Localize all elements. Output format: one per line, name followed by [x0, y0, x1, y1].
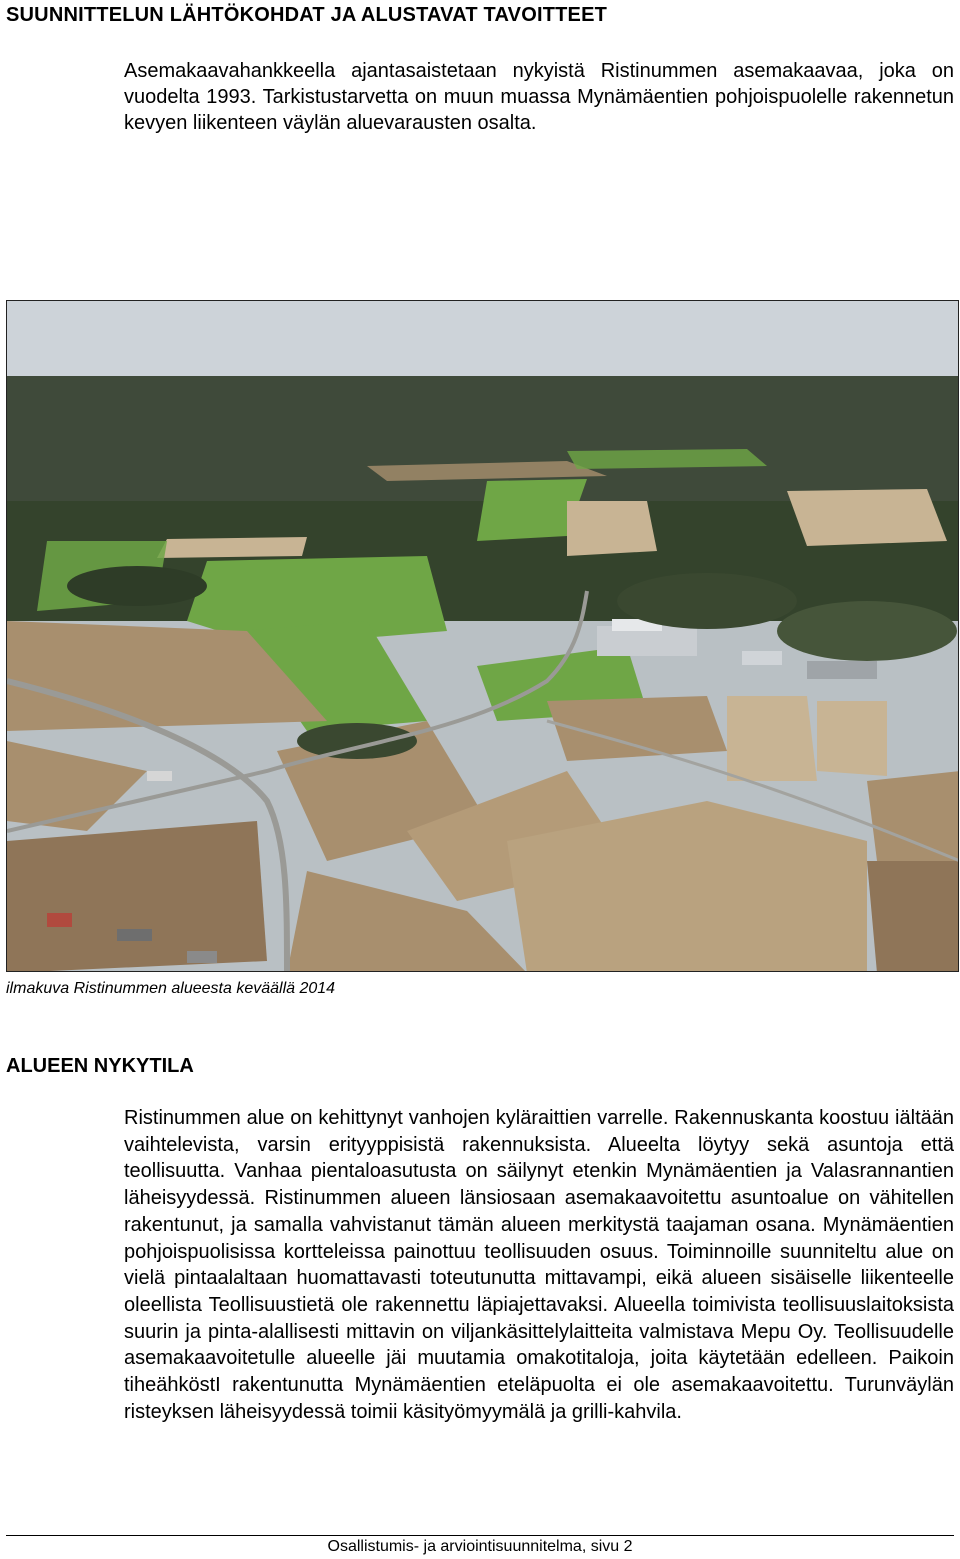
aerial-photo-illustration	[7, 301, 959, 972]
page-footer: Osallistumis- ja arviointisuunnitelma, sivu 2	[327, 1538, 633, 1555]
section-heading-lahtokohdat: SUUNNITTELUN LÄHTÖKOHDAT JA ALUSTAVAT TAVOITTEET	[6, 4, 608, 26]
aerial-photo	[6, 300, 959, 972]
nykytila-paragraph: Ristinummen alue on kehittynyt vanhojen kyläraittien varrelle. Rakennuskanta koostuu iältään vaihtelevista, varsin erityyppisistä rakennuksista. Alueelta löytyy sekä asuntoja että teollisuutta. Vanhaa pientaloasutusta on säilynyt etenkin Mynämäentien ja Valasrannantien läheisyydessä. Ristinummen alueen länsiosaan asemakaavoitettu asuntoalue on vähitellen rakentunut, ja samalla vahvistanut tämän alueen merkitystä taajaman osana. Mynämäentien pohjoispuolisissa kortteleissa painottuu teollisuuden osuus. Toiminnoille suunniteltu alue on vielä pintaalaltaan huomattavasti toteutunutta mittavampi, eikä alueen sisäiselle liikenteelle oleellista Teollisuustietä ole rakennettu läpiajettavaksi. Alueella toimivista teollisuuslaitoksista suurin ja pinta-alallisesti mittavin on viljankäsittelylaitteita valmistava Mepu Oy. Teollisuudelle asemakaavoitetulle alueelle jäi muutamia omakotitaloja, joita käytetään edelleen. Paikoin tiheähköstI rakentunutta Mynämäentien eteläpuolta ei ole asemakaavoitettu. Turunväylän risteyksen läheisyydessä toimii käsityömyymälä ja grilli-kahvila.	[124, 1107, 954, 1423]
footer-divider	[6, 1535, 954, 1536]
section-heading-nykytila: ALUEEN NYKYTILA	[6, 1055, 194, 1077]
intro-paragraph: Asemakaavahankkeella ajantasaistetaan nykyistä Ristinummen asemakaavaa, joka on vuodelta 1993. Tarkistustarvetta on muun muassa Mynämäentien pohjoispuolelle rakennetun kevyen liikenteen väylän aluevarausten osalta.	[124, 60, 954, 134]
photo-caption: ilmakuva Ristinummen alueesta keväällä 2014	[6, 980, 336, 997]
